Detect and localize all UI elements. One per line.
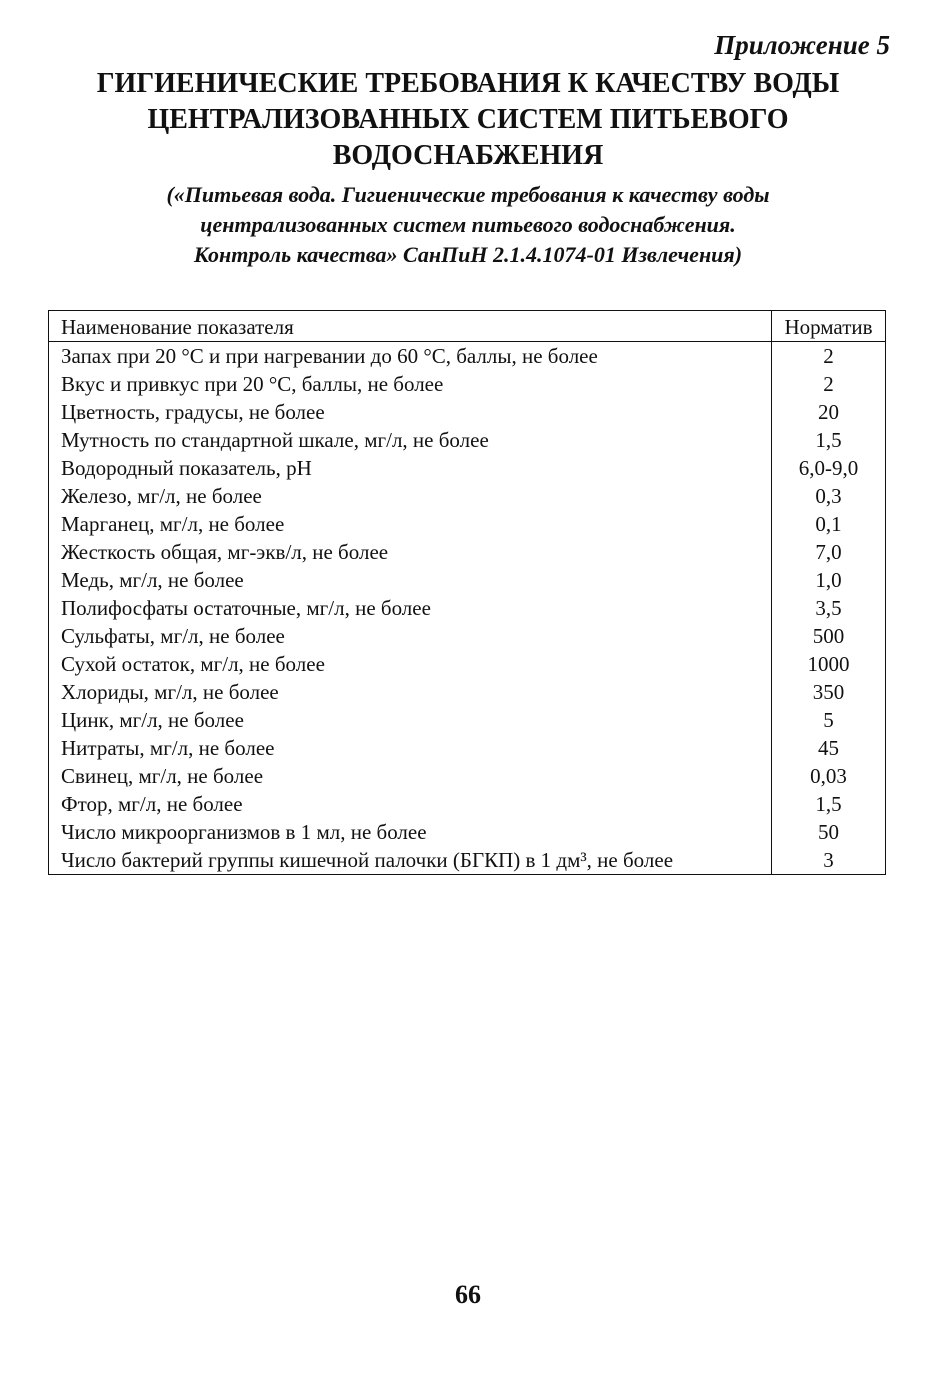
title-line: ВОДОСНАБЖЕНИЯ — [332, 140, 604, 171]
indicator-name: Вкус и привкус при 20 °С, баллы, не более — [49, 370, 772, 398]
indicator-norm: 3 — [772, 846, 886, 875]
title-line: ЦЕНТРАЛИЗОВАННЫХ СИСТЕМ ПИТЬЕВОГО — [147, 104, 789, 135]
indicator-name: Медь, мг/л, не более — [49, 566, 772, 594]
indicator-norm: 0,03 — [772, 762, 886, 790]
header-indicator-name: Наименование показателя — [49, 311, 772, 342]
table-row — [49, 566, 886, 594]
title-line: ГИГИЕНИЧЕСКИЕ ТРЕБОВАНИЯ К КАЧЕСТВУ ВОДЫ — [96, 68, 840, 99]
indicator-norm: 1,5 — [772, 426, 886, 454]
indicator-name: Марганец, мг/л, не более — [49, 510, 772, 538]
indicator-name: Жесткость общая, мг-экв/л, не более — [49, 538, 772, 566]
indicator-norm: 5 — [772, 706, 886, 734]
document-subtitle — [30, 180, 906, 270]
indicator-norm: 350 — [772, 678, 886, 706]
indicator-norm: 20 — [772, 398, 886, 426]
indicator-norm: 7,0 — [772, 538, 886, 566]
indicator-name: Цинк, мг/л, не более — [49, 706, 772, 734]
table-row — [49, 678, 886, 706]
indicator-name: Водородный показатель, pH — [49, 454, 772, 482]
indicator-name: Железо, мг/л, не более — [49, 482, 772, 510]
indicator-name: Сухой остаток, мг/л, не более — [49, 650, 772, 678]
subtitle-line: Контроль качества» СанПиН 2.1.4.1074-01 Извлечения) — [193, 242, 743, 267]
table-row — [49, 398, 886, 426]
table-row — [49, 706, 886, 734]
indicator-name: Запах при 20 °С и при нагревании до 60 °С, баллы, не более — [49, 342, 772, 371]
table-row — [49, 622, 886, 650]
indicator-norm: 6,0-9,0 — [772, 454, 886, 482]
indicator-name: Хлориды, мг/л, не более — [49, 678, 772, 706]
table-row — [49, 762, 886, 790]
page-number: 66 — [455, 1280, 481, 1309]
appendix-label: Приложение 5 — [714, 30, 890, 60]
table-row — [49, 510, 886, 538]
indicator-name: Полифосфаты остаточные, мг/л, не более — [49, 594, 772, 622]
indicator-norm: 1,0 — [772, 566, 886, 594]
indicator-norm: 0,1 — [772, 510, 886, 538]
indicator-name: Число бактерий группы кишечной палочки (БГКП) в 1 дм³, не более — [49, 846, 772, 875]
indicator-norm: 2 — [772, 370, 886, 398]
indicator-norm: 1,5 — [772, 790, 886, 818]
water-quality-table — [48, 310, 886, 875]
table-row — [49, 818, 886, 846]
table-row — [49, 342, 886, 371]
indicator-norm: 0,3 — [772, 482, 886, 510]
subtitle-line: централизованных систем питьевого водоснабжения. — [200, 212, 736, 237]
table-row — [49, 454, 886, 482]
table-row — [49, 790, 886, 818]
table-row — [49, 538, 886, 566]
indicator-norm: 500 — [772, 622, 886, 650]
indicator-name: Свинец, мг/л, не более — [49, 762, 772, 790]
indicator-name: Сульфаты, мг/л, не более — [49, 622, 772, 650]
indicator-norm: 1000 — [772, 650, 886, 678]
table-row — [49, 846, 886, 875]
indicator-name: Нитраты, мг/л, не более — [49, 734, 772, 762]
indicator-name: Мутность по стандартной шкале, мг/л, не более — [49, 426, 772, 454]
table-row — [49, 650, 886, 678]
indicator-norm: 45 — [772, 734, 886, 762]
header-norm: Норматив — [772, 311, 886, 342]
document-title — [30, 66, 906, 174]
subtitle-line: («Питьевая вода. Гигиенические требования к качеству воды — [166, 182, 770, 207]
indicator-norm: 50 — [772, 818, 886, 846]
table-row — [49, 482, 886, 510]
indicator-name: Цветность, градусы, не более — [49, 398, 772, 426]
indicator-name: Число микроорганизмов в 1 мл, не более — [49, 818, 772, 846]
table-row — [49, 594, 886, 622]
table-header-row — [49, 311, 886, 342]
indicator-name: Фтор, мг/л, не более — [49, 790, 772, 818]
indicator-norm: 3,5 — [772, 594, 886, 622]
indicator-norm: 2 — [772, 342, 886, 371]
table-row — [49, 426, 886, 454]
table-row — [49, 734, 886, 762]
table-row — [49, 370, 886, 398]
